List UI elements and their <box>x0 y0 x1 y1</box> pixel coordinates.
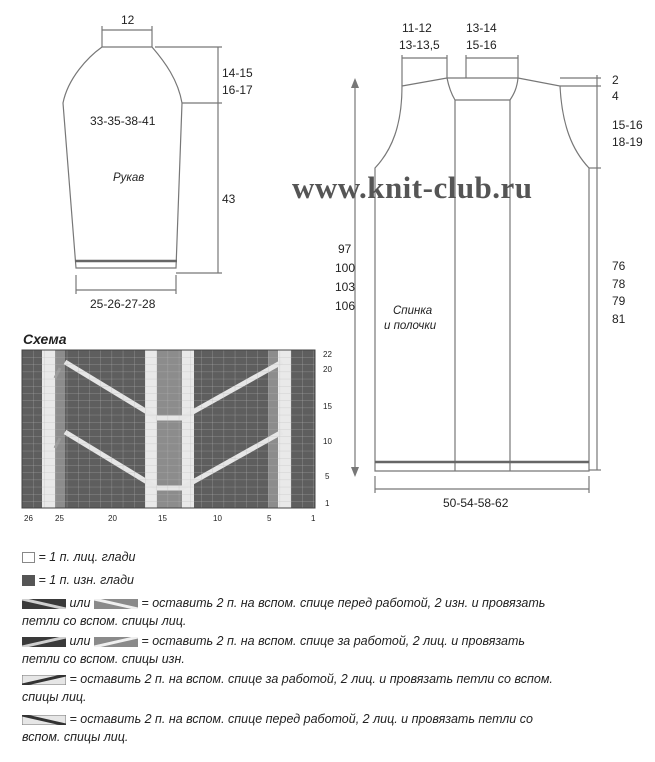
scheme-row-label: 10 <box>323 437 332 446</box>
sleeve-name: Рукав <box>113 172 145 184</box>
legend-text: петли со вспом. спицы изн. <box>22 652 185 666</box>
sleeve-cap-height-2: 16-17 <box>222 83 253 97</box>
scheme-row-label: 1 <box>325 499 330 508</box>
sleeve-cap-height-1: 14-15 <box>222 66 253 80</box>
legend-item-purl <box>22 571 622 589</box>
legend-item-knit <box>22 548 622 566</box>
knit-stitch-symbol <box>22 552 35 563</box>
sleeve-outline <box>63 47 182 268</box>
body-total-length-4: 106 <box>335 299 356 313</box>
scheme-col-label: 5 <box>267 514 272 523</box>
sleeve-upper-width: 33-35-38-41 <box>90 114 156 128</box>
cable-symbol-front-knit <box>22 715 66 725</box>
legend-item-cable-4 <box>22 710 622 746</box>
cable-symbol-light-right <box>94 637 138 647</box>
scheme-row-label: 20 <box>323 365 332 374</box>
scheme-col-label: 10 <box>213 514 222 523</box>
body-outline <box>375 78 589 471</box>
legend-item-cable-1 <box>22 594 622 630</box>
legend-item-cable-2 <box>22 632 622 668</box>
body-armhole-2: 18-19 <box>612 135 643 149</box>
cable-symbol-light-left <box>94 599 138 609</box>
body-side-length-2: 78 <box>612 277 626 291</box>
legend-text: = 1 п. лиц. глади <box>38 550 136 564</box>
scheme-chart <box>20 348 350 518</box>
scheme-col-label: 1 <box>311 514 316 523</box>
scheme-col-label: 25 <box>55 514 64 523</box>
purl-stitch-symbol <box>22 575 35 586</box>
body-front-width-2: 15-16 <box>466 38 497 52</box>
body-total-length-1: 97 <box>338 242 352 256</box>
scheme-col-label: 20 <box>108 514 117 523</box>
legend-text: = оставить 2 п. на вспом. спице перед работой, 2 изн. и провязать <box>141 596 546 610</box>
body-side-length-3: 79 <box>612 294 626 308</box>
legend-text: вспом. спицы лиц. <box>22 730 129 744</box>
sleeve-bottom-width: 25-26-27-28 <box>90 297 156 311</box>
scheme-col-label: 26 <box>24 514 33 523</box>
scheme-row-label: 22 <box>323 350 332 359</box>
scheme-title: Схема <box>23 331 67 347</box>
body-name-2: и полочки <box>384 320 437 332</box>
body-side-length-1: 76 <box>612 259 626 273</box>
sleeve-top-width: 12 <box>121 13 135 27</box>
legend-item-cable-3 <box>22 670 622 706</box>
sleeve-length: 43 <box>222 192 236 206</box>
cable-symbol-dark-left <box>22 599 66 609</box>
legend-text: спицы лиц. <box>22 690 87 704</box>
legend-text: = оставить 2 п. на вспом. спице за работой, 2 лиц. и провязать <box>141 634 525 648</box>
scheme-row-label: 15 <box>323 402 332 411</box>
body-armhole-1: 15-16 <box>612 118 643 132</box>
body-bottom-width: 50-54-58-62 <box>443 496 509 510</box>
legend-or: или <box>69 634 91 648</box>
scheme-col-label: 15 <box>158 514 167 523</box>
cable-symbol-back-knit <box>22 675 66 685</box>
body-total-length-2: 100 <box>335 261 356 275</box>
cable-symbol-dark-right <box>22 637 66 647</box>
body-shoulder-drop-1: 2 <box>612 73 619 87</box>
body-total-length-3: 103 <box>335 280 356 294</box>
neck-curve <box>447 78 518 100</box>
body-shoulder-drop-2: 4 <box>612 89 619 103</box>
legend-or: или <box>69 596 91 610</box>
body-front-width-1: 13-14 <box>466 21 497 35</box>
body-name-1: Спинка <box>393 305 433 317</box>
legend-text: = оставить 2 п. на вспом. спице за работой, 2 лиц. и провязать петли со вспом. <box>69 672 553 686</box>
legend-text: петли со вспом. спицы лиц. <box>22 614 187 628</box>
site-watermark: www.knit-club.ru <box>292 170 533 205</box>
legend-text: = 1 п. изн. глади <box>38 573 134 587</box>
body-side-length-4: 81 <box>612 312 626 326</box>
scheme-row-label: 5 <box>325 472 330 481</box>
body-neck-width-1: 11-12 <box>402 21 432 35</box>
legend-text: = оставить 2 п. на вспом. спице перед работой, 2 лиц. и провязать петли со <box>69 712 533 726</box>
body-neck-width-2: 13-13,5 <box>399 38 440 52</box>
